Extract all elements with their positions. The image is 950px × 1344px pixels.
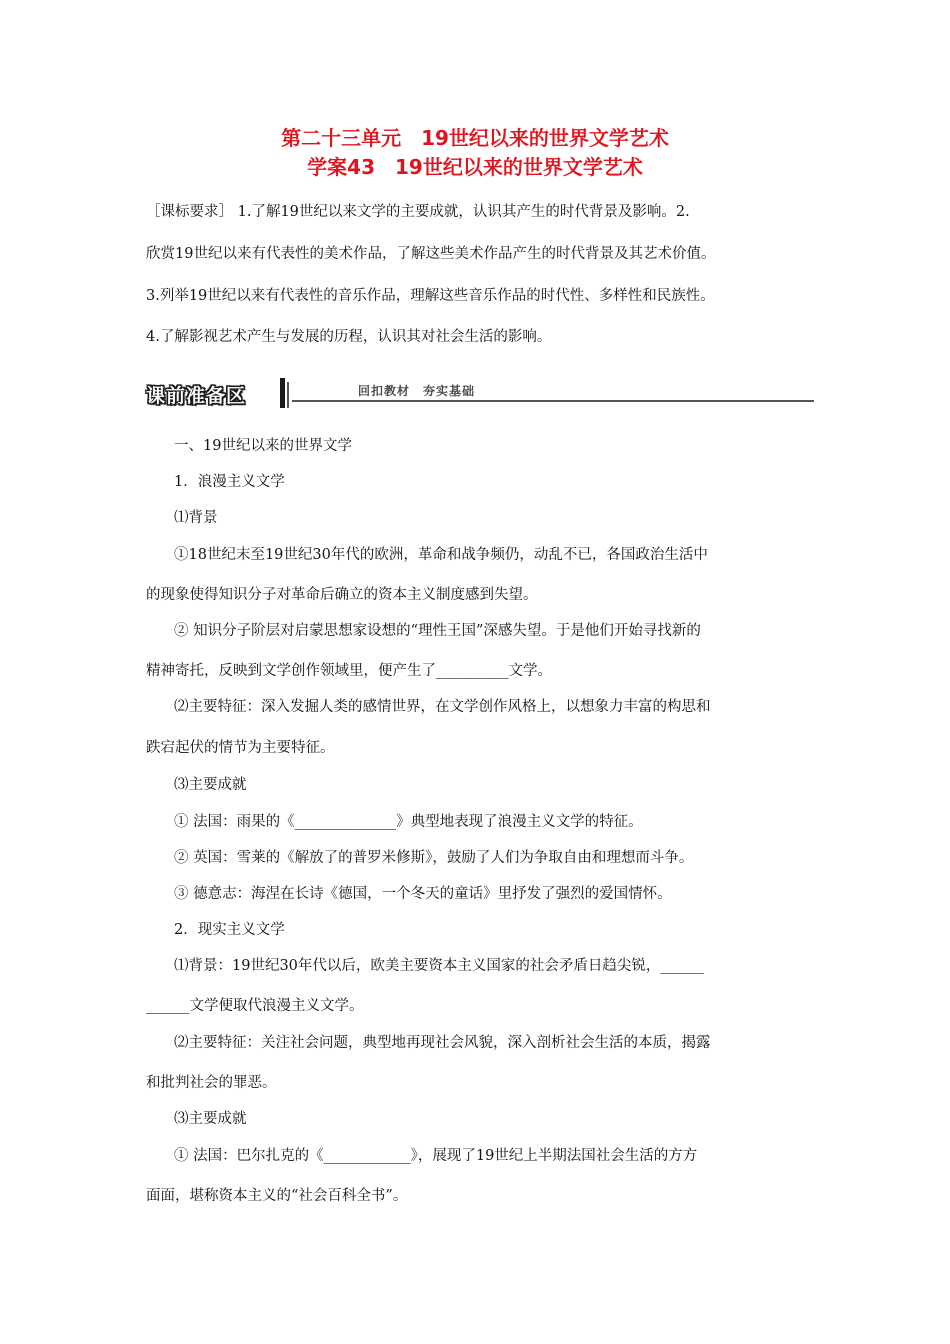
body-line: 跌宕起伏的情节为主要特征。 xyxy=(146,740,335,756)
section-heading: 一、19世纪以来的世界文学 xyxy=(174,438,352,454)
banner-divider-thin xyxy=(287,382,289,408)
requirement-line: ［课标要求］ 1.了解19世纪以来文学的主要成就，认识其产生的时代背景及影响。2. xyxy=(146,204,690,220)
body-line: 和批判社会的罪恶。 xyxy=(146,1075,277,1091)
body-line: ______文学便取代浪漫主义文学。 xyxy=(146,998,364,1014)
subsection-heading: 2．现实主义文学 xyxy=(174,922,285,938)
subsection-heading: 1．浪漫主义文学 xyxy=(174,474,285,490)
item-heading: ⑶主要成就 xyxy=(174,777,247,793)
requirement-line: 欣赏19世纪以来有代表性的美术作品，了解这些美术作品产生的时代背景及其艺术价值。 xyxy=(146,246,716,262)
item-heading: ⑶主要成就 xyxy=(174,1111,247,1127)
body-line: ⑴背景：19世纪30年代以后，欧美主要资本主义国家的社会矛盾日趋尖锐，______ xyxy=(174,958,704,974)
body-line: 精神寄托，反映到文学创作领域里，便产生了__________文学。 xyxy=(146,663,552,679)
section-banner-subtitle: 回扣教材 夯实基础 xyxy=(358,384,476,398)
requirement-line: 4.了解影视艺术产生与发展的历程，认识其对社会生活的影响。 xyxy=(146,329,552,345)
banner-rule xyxy=(292,400,814,402)
section-banner xyxy=(146,378,814,412)
body-line: ⑵主要特征：关注社会问题，典型地再现社会风貌，深入剖析社会生活的本质，揭露 xyxy=(174,1035,711,1051)
item-heading: ⑴背景 xyxy=(174,510,218,526)
banner-divider xyxy=(280,378,285,408)
body-line: 面面，堪称资本主义的“社会百科全书”。 xyxy=(146,1188,408,1204)
body-line: ① 法国：巴尔扎克的《____________》，展现了19世纪上半期法国社会生活的方方 xyxy=(174,1148,698,1164)
unit-title: 第二十三单元 19世纪以来的世界文学艺术 xyxy=(281,126,669,150)
body-line: 的现象使得知识分子对革命后确立的资本主义制度感到失望。 xyxy=(146,587,538,603)
body-line: ② 知识分子阶层对启蒙思想家设想的“理性王国”深感失望。于是他们开始寻找新的 xyxy=(174,623,701,639)
lesson-title: 学案43 19世纪以来的世界文学艺术 xyxy=(307,155,643,179)
requirement-line: 3.列举19世纪以来有代表性的音乐作品，理解这些音乐作品的时代性、多样性和民族性。 xyxy=(146,288,715,304)
body-line: ① 法国：雨果的《______________》典型地表现了浪漫主义文学的特征。 xyxy=(174,814,643,830)
section-banner-label: 课前准备区 xyxy=(146,385,247,407)
body-line: ② 英国：雪莱的《解放了的普罗米修斯》，鼓励了人们为争取自由和理想而斗争。 xyxy=(174,850,694,866)
body-line: ⑵主要特征：深入发掘人类的感情世界，在文学创作风格上，以想象力丰富的构思和 xyxy=(174,699,711,715)
body-line: ③ 德意志：海涅在长诗《德国，一个冬天的童话》里抒发了强烈的爱国情怀。 xyxy=(174,886,672,902)
body-line: ①18世纪末至19世纪30年代的欧洲，革命和战争频仍，动乱不已，各国政治生活中 xyxy=(174,547,708,563)
